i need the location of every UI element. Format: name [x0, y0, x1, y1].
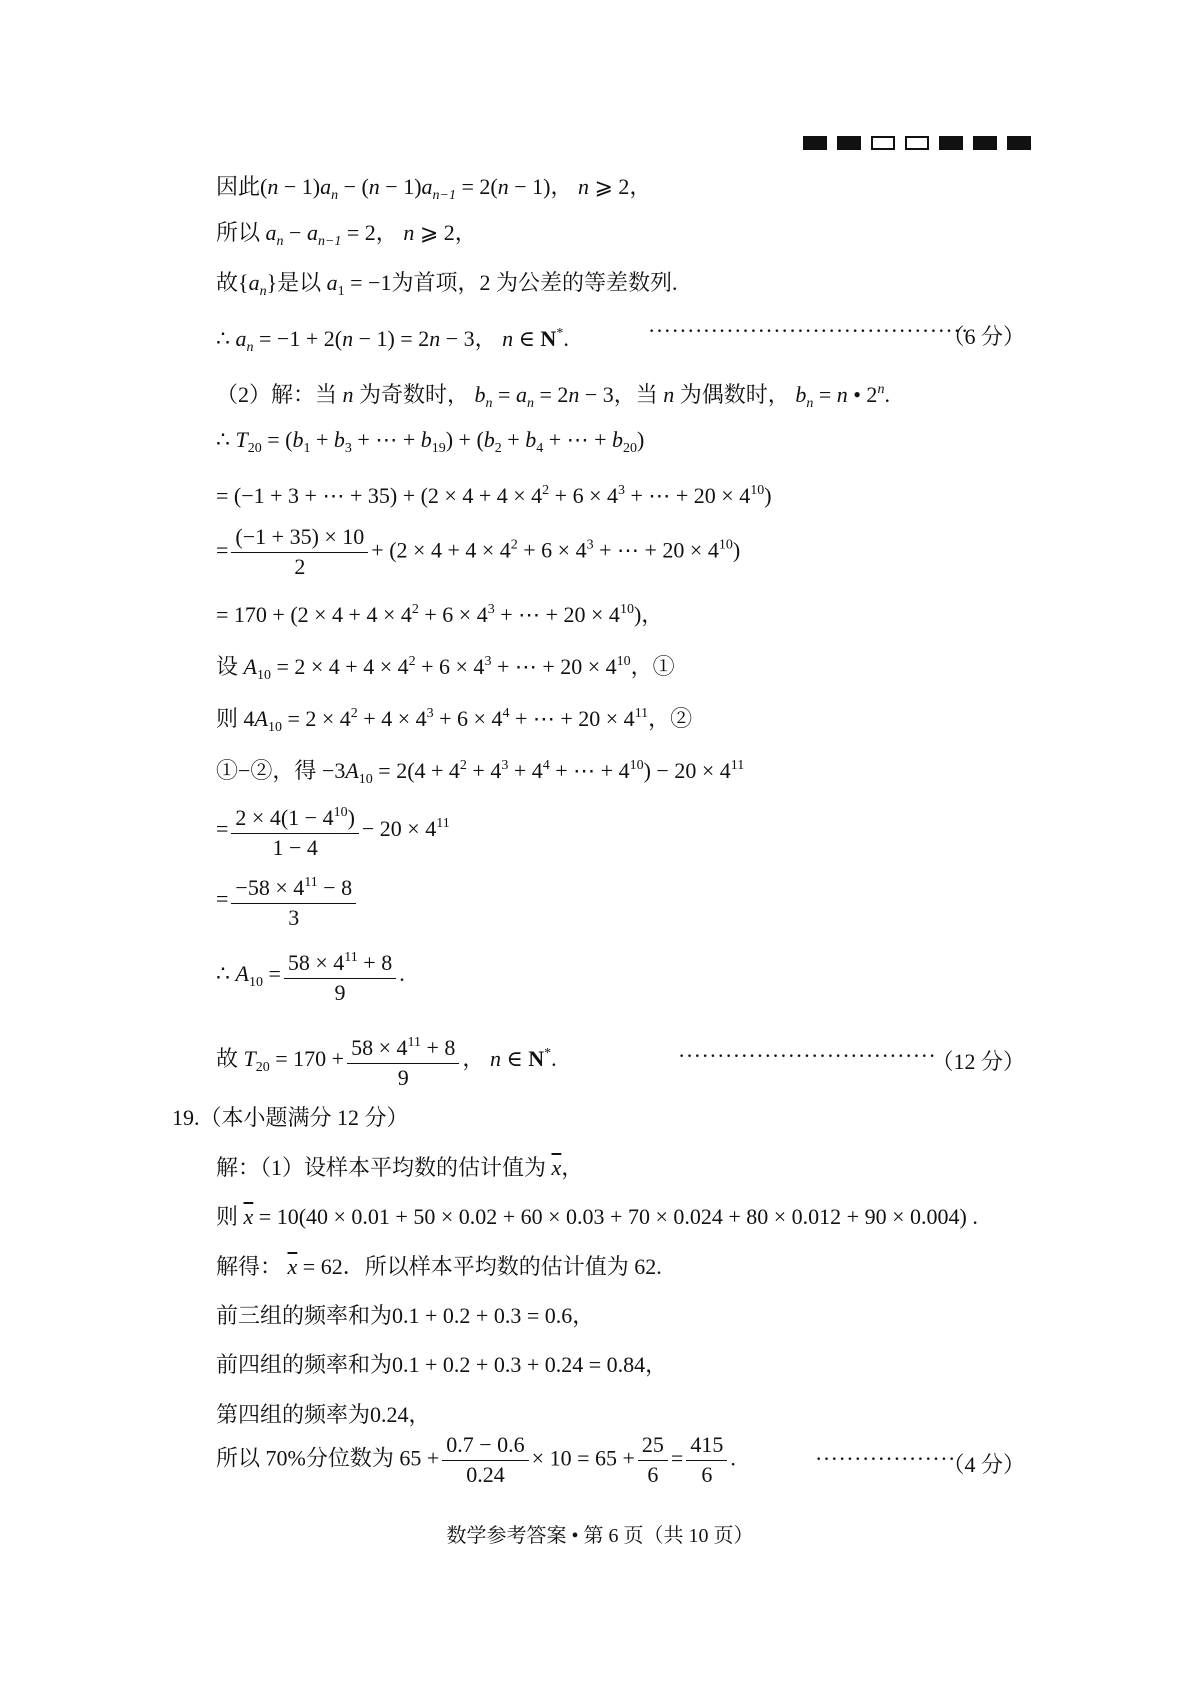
line-2: 所以 $a_n - a_{n-1} = 2$， n ⩾ 2，: [216, 220, 477, 249]
line-10: 设 $A_{10} = 2 \times 4 + 4 \times 4^2 + 6 \times 4^3$ + ⋯ + $20 \times 4^{10}$，①: [216, 654, 675, 683]
fraction: $\frac{415}{6}$: [686, 1432, 727, 1489]
line-1: 因此$(n - 1)a_n - (n - 1)a_{n-1} = 2(n - 1)$， n ⩾ 2，: [216, 174, 652, 203]
fraction: $\frac{58 \times 4^{11} + 8}{9}$: [347, 1030, 459, 1092]
line-4: ∴ $a_n = -1 + 2(n - 1) = 2n - 3$， n ∈ N*.: [216, 326, 569, 355]
score-leader-dots: ·········································: [648, 318, 969, 343]
question-19-title: 19.（本小题满分 12 分）: [172, 1105, 409, 1130]
line-7: = (−1 + 3 + ⋯ + $35) + (2 \times 4 + 4 \times 4^2 + 6 \times 4^3$ + ⋯ + $20 \times 4^{10}$): [216, 483, 772, 508]
score-12: （12 分）: [931, 1049, 1025, 1074]
mark-empty: [871, 136, 895, 150]
line-17: 解：（1）设样本平均数的估计值为 $\overline{x}$，: [216, 1155, 584, 1180]
fraction: $\frac{58 \times 4^{11} + 8}{9}$: [284, 945, 396, 1007]
line-20: 前三组的频率和为0.1 + 0.2 + 0.3 = 0.6，: [216, 1303, 595, 1328]
line-3: 故$\{a_n\}$是以 $a_1 = -1$为首项，2 为公差的等差数列.: [216, 270, 678, 299]
mark-filled: [837, 136, 861, 150]
score-6: （6 分）: [942, 324, 1025, 349]
line-11: 则 $4A_{10} = 2 \times 4^2 + 4 \times 4^3 + 6 \times 4^4$ + ⋯ + $20 \times 4^{11}$，②: [216, 706, 693, 735]
line-13: = $\frac{2 \times 4(1 - 4^{10})}{1 - 4}$ − $20 \times 4^{11}$: [216, 800, 450, 862]
fraction: $\frac{2 \times 4(1 - 4^{10})}{1 - 4}$: [231, 800, 358, 862]
line-22: 第四组的频率为0.24，: [216, 1402, 431, 1427]
fraction: $\frac{(-1 + 35) \times 10}{2}$: [231, 524, 368, 581]
line-19: 解得： $\overline{x} = 62$．所以样本平均数的估计值为 62.: [216, 1254, 662, 1279]
mark-filled: [803, 136, 827, 150]
mark-filled: [973, 136, 997, 150]
line-6: ∴ $T_{20} = (b_1 + b_3$ + ⋯ + $b_{19}) + (b_2 + b_4$ + ⋯ + $b_{20}$): [216, 427, 645, 456]
line-8: = $\frac{(-1 + 35) \times 10}{2}$ + ($2 \times 4 + 4 \times 4^2 + 6 \times 4^3$ + ⋯ + $20 \times 4^{10}$): [216, 524, 741, 579]
line-23: 所以 70%分位数为 65 + $\frac{0.7 - 0.6}{0.24}$ × 10 = 65 + $\frac{25}{6}$ = $\frac{415}{6}$ .: [216, 1432, 736, 1487]
score-4: （4 分）: [942, 1452, 1025, 1477]
line-14: = $\frac{-58 \times 4^{11} - 8}{3}$: [216, 870, 359, 932]
mark-filled: [939, 136, 963, 150]
line-18: 则 $\overline{x} = 10(40 \times 0.01 + 50 \times 0.02 + 60 \times 0.03 + 70 \times 0.024 + 80 \times 0.012 + 90 \times 0.004)$ .: [216, 1204, 978, 1229]
page-footer: 数学参考答案 • 第 6 页（共 10 页）: [446, 1525, 754, 1547]
answer-sheet-marks: [803, 136, 1031, 151]
mark-empty: [905, 136, 929, 150]
line-16: 故 $T_{20} = 170$ + $\frac{58 \times 4^{11} + 8}{9}$ ， n ∈ N*.: [216, 1030, 557, 1092]
mark-filled: [1007, 136, 1031, 150]
line-9: = $170 + (2 \times 4 + 4 \times 4^2 + 6 \times 4^3$ + ⋯ + $20 \times 4^{10}$)，: [216, 602, 664, 627]
fraction: $\frac{0.7 - 0.6}{0.24}$: [442, 1432, 528, 1489]
fraction: $\frac{-58 \times 4^{11} - 8}{3}$: [231, 870, 356, 932]
line-5: （2）解：当 n 为奇数时， $b_n = a_n = 2n - 3$，当 n 为偶数时， $b_n = n$ • 2$^n$.: [216, 382, 890, 411]
line-15: ∴ $A_{10}$ = $\frac{58 \times 4^{11} + 8}{9}$ .: [216, 945, 405, 1007]
fraction: $\frac{25}{6}$: [638, 1432, 668, 1489]
line-12: ①−②，得 $-3A_{10} = 2(4 + 4^2 + 4^3 + 4^4$ + ⋯ + $4^{10}) - 20 \times 4^{11}$: [216, 758, 745, 787]
score-leader-dots: ·································: [678, 1043, 937, 1068]
line-21: 前四组的频率和为0.1 + 0.2 + 0.3 + 0.24 = 0.84，: [216, 1352, 668, 1377]
score-leader-dots: ··················: [815, 1446, 956, 1471]
